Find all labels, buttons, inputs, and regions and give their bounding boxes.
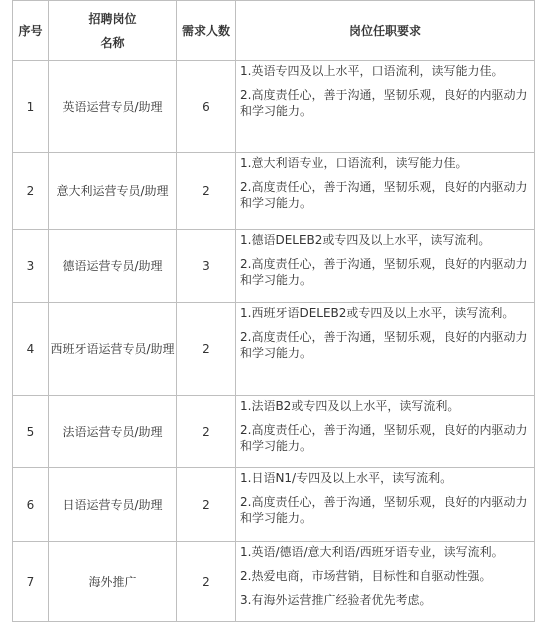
- row-position: 英语运营专员/助理: [49, 61, 177, 153]
- row-no: 6: [13, 468, 49, 542]
- row-no: 1: [13, 61, 49, 153]
- row-no: 5: [13, 396, 49, 468]
- requirement-item: 2.高度责任心，善于沟通，坚韧乐观，良好的内驱动力和学习能力。: [240, 330, 528, 360]
- row-count: 2: [177, 396, 236, 468]
- requirement-item: 2.高度责任心，善于沟通，坚韧乐观，良好的内驱动力和学习能力。: [240, 88, 528, 118]
- requirement-item: 2.热爱电商，市场营销，目标性和自驱动性强。: [240, 569, 492, 583]
- row-position: 日语运营专员/助理: [49, 468, 177, 542]
- row-no: 3: [13, 230, 49, 303]
- requirement-item: 2.高度责任心，善于沟通，坚韧乐观，良好的内驱动力和学习能力。: [240, 423, 528, 453]
- header-no: 序号: [13, 1, 49, 61]
- requirement-item: 3.有海外运营推广经验者优先考虑。: [240, 593, 432, 607]
- table-row: [13, 468, 535, 542]
- table-row: [13, 303, 535, 396]
- job-requirements-table: [12, 0, 535, 622]
- row-requirements: [236, 396, 535, 468]
- requirement-item: 1.西班牙语DELEB2或专四及以上水平，读写流利。: [240, 306, 515, 320]
- header-position-line2: 名称: [100, 35, 125, 50]
- header-requirements: 岗位任职要求: [236, 1, 535, 61]
- table-header-row: [13, 1, 535, 61]
- requirement-item: 2.高度责任心，善于沟通，坚韧乐观，良好的内驱动力和学习能力。: [240, 257, 528, 287]
- table-row: [13, 153, 535, 230]
- row-requirements: [236, 61, 535, 153]
- row-count: 2: [177, 303, 236, 396]
- row-count: 6: [177, 61, 236, 153]
- row-requirements: [236, 468, 535, 542]
- requirement-item: 1.英语专四及以上水平，口语流利，读写能力佳。: [240, 64, 504, 78]
- row-no: 4: [13, 303, 49, 396]
- table-row: [13, 396, 535, 468]
- row-count: 3: [177, 230, 236, 303]
- row-position: 意大利运营专员/助理: [49, 153, 177, 230]
- table-row: [13, 230, 535, 303]
- requirement-item: 1.英语/德语/意大利语/西班牙语专业，读写流利。: [240, 545, 504, 559]
- table-row: [13, 542, 535, 622]
- row-position: 西班牙语运营专员/助理: [49, 303, 177, 396]
- header-position: [49, 1, 177, 61]
- requirement-item: 2.高度责任心，善于沟通，坚韧乐观，良好的内驱动力和学习能力。: [240, 180, 528, 210]
- row-no: 7: [13, 542, 49, 622]
- row-requirements: [236, 542, 535, 622]
- requirement-item: 1.日语N1/专四及以上水平，读写流利。: [240, 471, 453, 485]
- row-requirements: [236, 303, 535, 396]
- row-count: 2: [177, 153, 236, 230]
- row-count: 2: [177, 542, 236, 622]
- requirement-item: 1.意大利语专业，口语流利，读写能力佳。: [240, 156, 468, 170]
- row-position: 海外推广: [49, 542, 177, 622]
- row-position: 法语运营专员/助理: [49, 396, 177, 468]
- row-requirements: [236, 230, 535, 303]
- row-position: 德语运营专员/助理: [49, 230, 177, 303]
- requirement-item: 1.德语DELEB2或专四及以上水平，读写流利。: [240, 233, 491, 247]
- requirement-item: 2.高度责任心，善于沟通，坚韧乐观，良好的内驱动力和学习能力。: [240, 495, 528, 525]
- row-requirements: [236, 153, 535, 230]
- requirement-item: 1.法语B2或专四及以上水平，读写流利。: [240, 399, 460, 413]
- header-count: 需求人数: [177, 1, 236, 61]
- row-count: 2: [177, 468, 236, 542]
- row-no: 2: [13, 153, 49, 230]
- table-row: [13, 61, 535, 153]
- header-position-line1: 招聘岗位: [88, 11, 137, 26]
